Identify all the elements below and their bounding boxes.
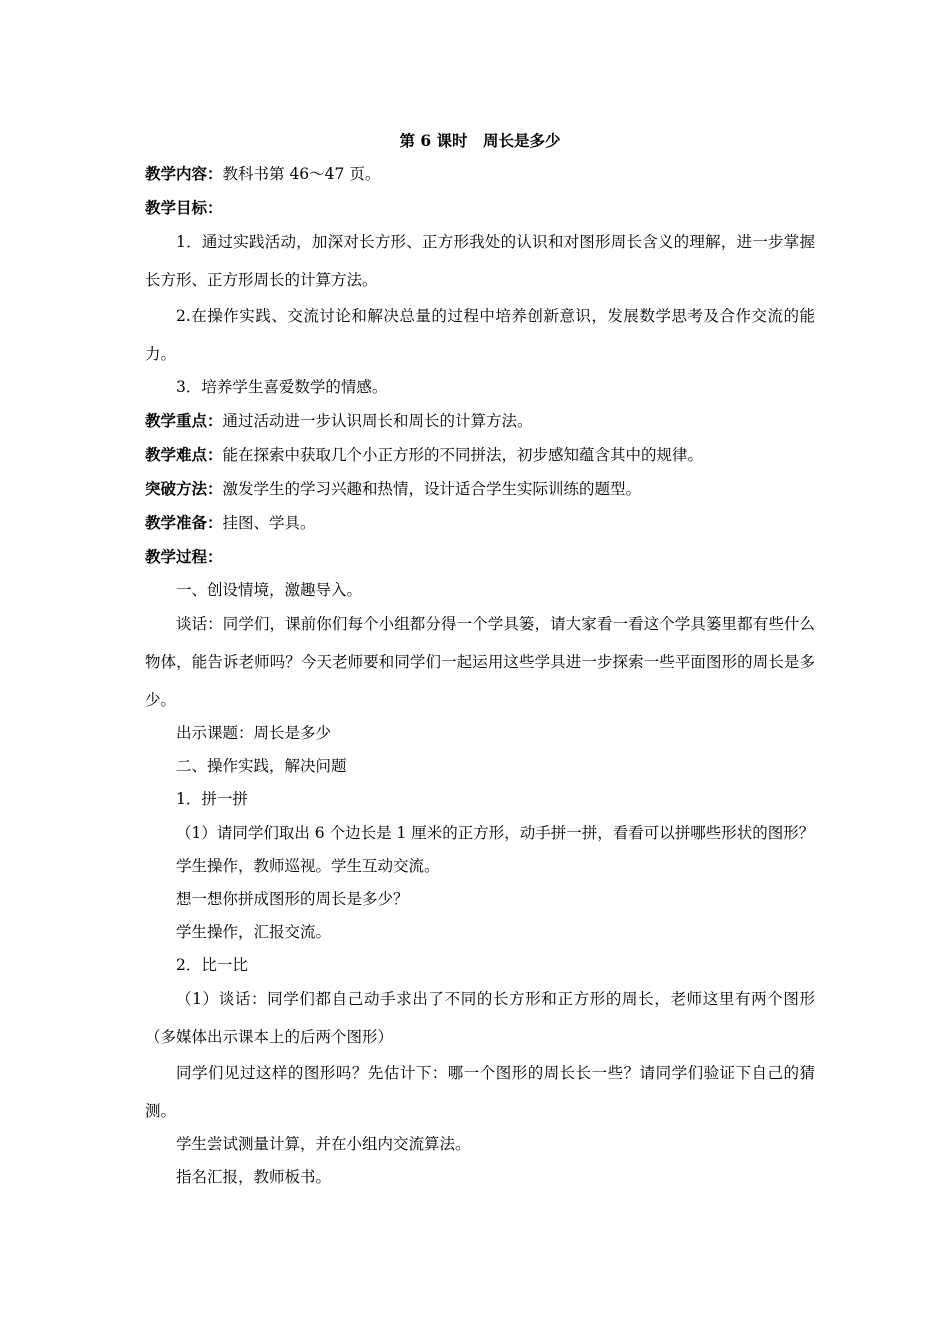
- difficulty-label: 教学难点：: [145, 445, 223, 464]
- teaching-content-row: [145, 157, 815, 191]
- teaching-content-label: 教学内容：: [145, 164, 223, 183]
- paragraph: 同学们见过这样的图形吗？先估计下：哪一个图形的周长长一些？请同学们验证下自己的猜测。: [145, 1064, 815, 1120]
- difficulty-text: 能在探索中获取几个小正方形的不同拼法，初步感知蕴含其中的规律。: [222, 446, 704, 464]
- teaching-goals-label: 教学目标：: [145, 198, 223, 217]
- process-row: [145, 540, 815, 574]
- key-points-row: [145, 404, 815, 438]
- paragraph: 想一想你拼成图形的周长是多少？: [176, 890, 409, 908]
- method-text: 激发学生的学习兴趣和热情，设计适合学生实际训练的题型。: [222, 480, 642, 498]
- difficulty-row: [145, 438, 815, 472]
- paragraph: （1）请同学们取出 6 个边长是 1 厘米的正方形，动手拼一拼，看看可以拼哪些形状的图形？: [176, 824, 815, 842]
- goal-item: 3．培养学生喜爱数学的情感。: [176, 378, 388, 396]
- goal-item: 2.在操作实践、交流讨论和解决总量的过程中培养创新意识，发展数学思考及合作交流的能力。: [145, 307, 815, 363]
- key-points-label: 教学重点：: [145, 411, 223, 430]
- process-label: 教学过程：: [145, 547, 223, 566]
- subsection-heading: 1．拼一拼: [176, 790, 248, 808]
- paragraph: 指名汇报，教师板书。: [176, 1168, 332, 1186]
- preparation-row: [145, 506, 815, 540]
- lesson-title: 第 6 课时 周长是多少: [399, 131, 561, 150]
- method-row: [145, 472, 815, 506]
- lesson-plan: [145, 124, 815, 1194]
- section-heading: 一、创设情境，激趣导入。: [176, 581, 363, 599]
- paragraph: 谈话：同学们，课前你们每个小组都分得一个学具篓，请大家看一看这个学具篓里都有些什么物体，能告诉老师吗？今天老师要和同学们一起运用这些学具进一步探索一些平面图形的周长是多少。: [145, 615, 815, 709]
- paragraph: 出示课题：周长是多少: [176, 724, 332, 742]
- teaching-goals-row: [145, 191, 815, 225]
- teaching-content-text: 教科书第 46～47 页。: [222, 165, 381, 183]
- preparation-text: 挂图、学具。: [222, 514, 316, 532]
- goal-item: 1．通过实践活动，加深对长方形、正方形我处的认识和对图形周长含义的理解，进一步掌握长方形、正方形周长的计算方法。: [145, 233, 815, 289]
- subsection-heading: 2．比一比: [176, 956, 248, 974]
- paragraph: 学生操作，汇报交流。: [176, 923, 332, 941]
- section-heading: 二、操作实践，解决问题: [176, 757, 347, 775]
- paragraph: 学生尝试测量计算，并在小组内交流算法。: [176, 1135, 471, 1153]
- key-points-text: 通过活动进一步认识周长和周长的计算方法。: [222, 412, 533, 430]
- paragraph: （1）谈话：同学们都自己动手求出了不同的长方形和正方形的周长，老师这里有两个图形（多媒体出示课本上的后两个图形）: [145, 990, 815, 1046]
- preparation-label: 教学准备：: [145, 513, 223, 532]
- paragraph: 学生操作，教师巡视。学生互动交流。: [176, 857, 440, 875]
- method-label: 突破方法：: [145, 479, 223, 498]
